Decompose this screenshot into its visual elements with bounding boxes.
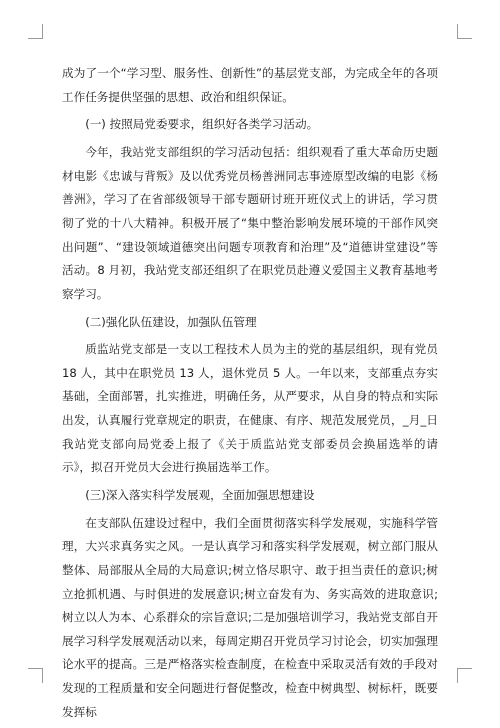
document-body xyxy=(62,62,438,728)
crop-mark-bottom-left xyxy=(28,668,43,683)
paragraph-study-activities: 今年，我站党支部组织的学习活动包括：组织观看了重大革命历史题材电影《忠诚与背叛》及以优秀党员杨善洲同志事迹原型改编的电影《杨善洲》，学习了在省部级领导干部专题研讨班开班仪式上的讲话，学习贯彻了党的十八大精神。积极开展了“集中整治影响发展环境的干部作风突出问题”、“建设领域道德突出问题专项教育和治理”及“道德讲堂建设”等活动。8 月初，我站党支部还组织了在职党员赴遵义爱国主义教育基地考察学习。 xyxy=(62,145,438,301)
section-heading-2: (二)强化队伍建设，加强队伍管理 xyxy=(85,314,257,329)
section-heading-3: (三)深入落实科学发展观，全面加强思想建设 xyxy=(85,488,315,503)
paragraph-team-building: 质监站党支部是一支以工程技术人员为主的党的基层组织，现有党员 18 人，其中在职党员 13 人，退休党员 5 人。一年以来，支部重点夯实基础，全面部署，扎实推进，明确任务，从严要求，从自身的特点和实际出发，认真履行党章规定的职责，在健康、有序、规范发展党员，_月_日我站党支部向局党委上报了《关于质监站党支部委员会换届选举的请示》，拟召开党员大会进行换届选举工作。 xyxy=(62,342,438,475)
crop-mark-bottom-right xyxy=(457,668,472,683)
crop-mark-top-right xyxy=(457,24,472,39)
paragraph-scientific-development: 在支部队伍建设过程中，我们全面贯彻落实科学发展观，实施科学管理，大兴求真务实之风。一是认真学习和落实科学发展观，树立部门服从整体、局部服从全局的大局意识;树立恪尽职守、敢于担当责任的意识;树立抢抓机遇、与时俱进的发展意识;树立奋发有为、务实高效的进取意识;树立以人为本、心系群众的宗旨意识;二是加强培训学习，我站党支部自开展学习科学发展观活动以来，每周定期召开党员学习讨论会，切实加强理论水平的提高。三是严格落实检查制度，在检查中采取灵活有效的手段对发现的工程质量和安全问题进行督促整改，检查中树典型、树标杆，既要发挥标 xyxy=(62,515,438,719)
section-heading-1: (一) 按照局党委要求，组织好各类学习活动。 xyxy=(85,117,319,132)
crop-mark-top-left xyxy=(28,24,43,39)
paragraph-continued: 成为了一个“学习型、服务性、创新性”的基层党支部，为完成全年的各项工作任务提供坚强的思想、政治和组织保证。 xyxy=(62,66,438,104)
